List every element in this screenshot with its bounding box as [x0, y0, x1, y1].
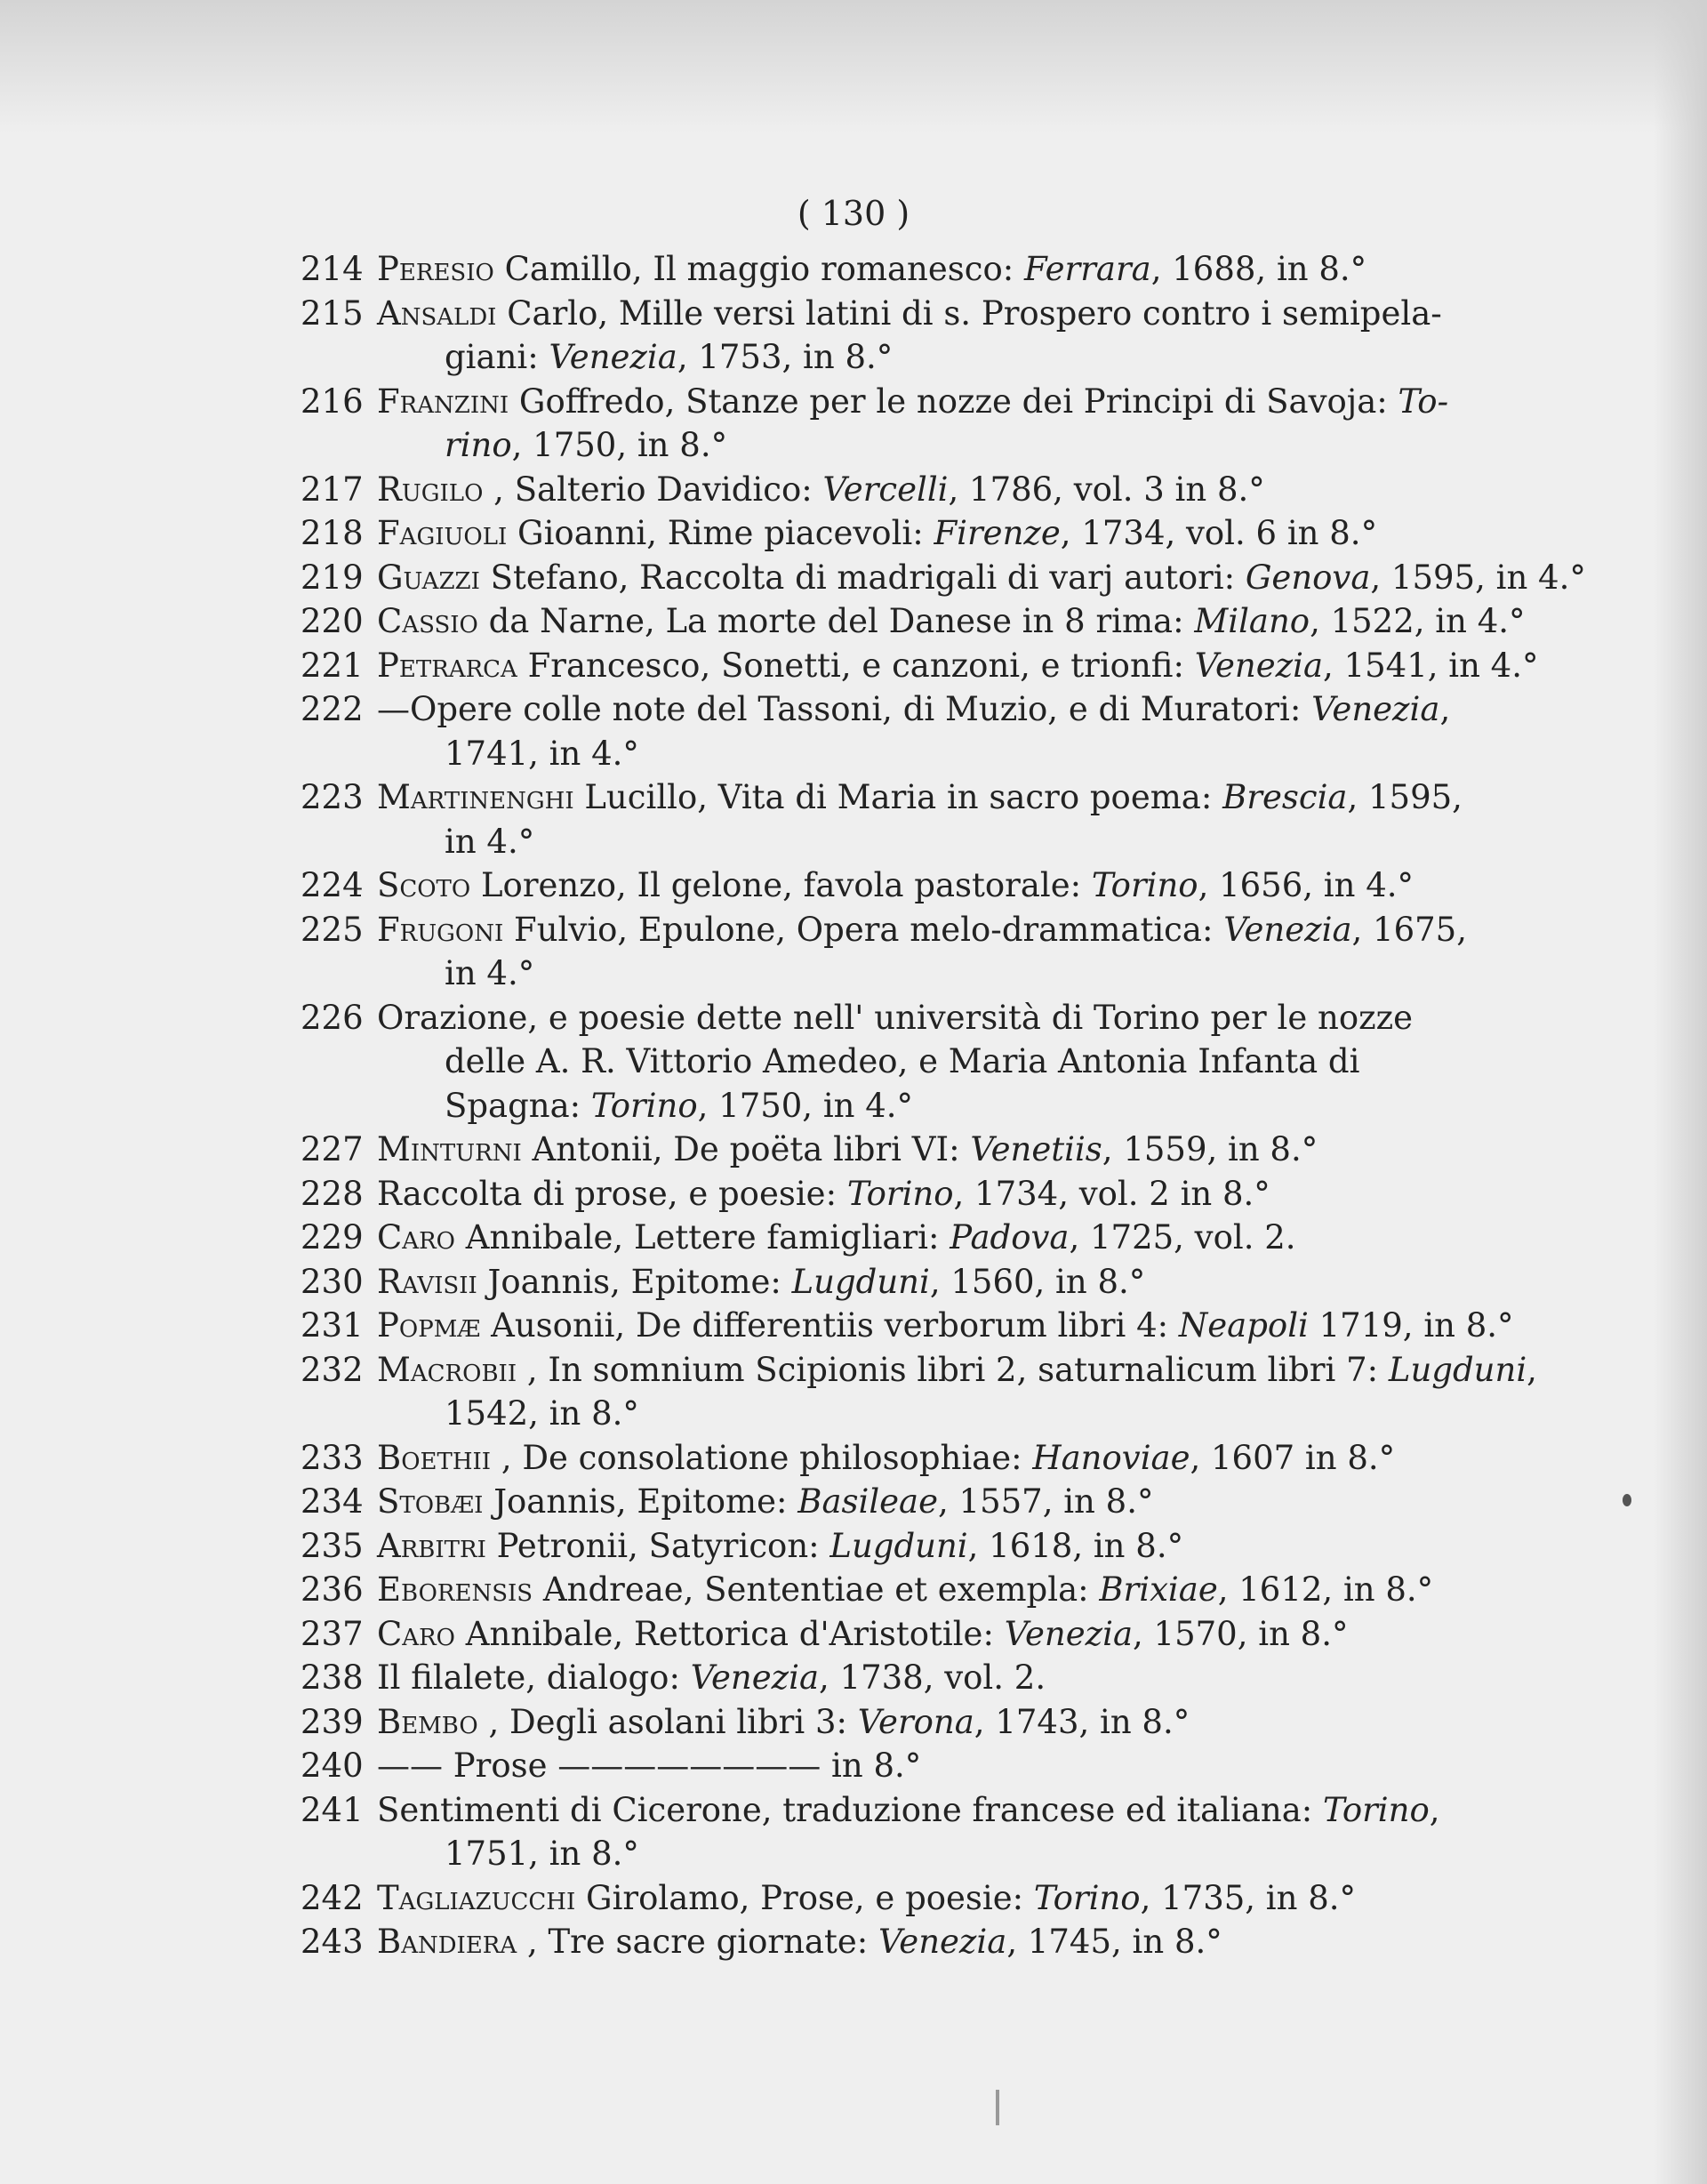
author-name: Cassio [377, 602, 478, 640]
entry-title: Joannis, Epitome: [493, 1482, 798, 1521]
publication-place: Torino [1091, 866, 1198, 904]
entry-text [377, 380, 1494, 424]
catalog-entry-continuation [0, 1832, 1707, 1876]
publication-place: Vercelli [822, 470, 949, 509]
catalog-entry [0, 1656, 1707, 1700]
entry-number: 238 [301, 1658, 364, 1697]
author-name: Martinenghi [377, 778, 574, 816]
publication-details: , 1559, in 8.° [1102, 1130, 1318, 1168]
entry-title: 1751, in 8.° [445, 1835, 639, 1873]
publication-details: , 1522, in 4.° [1310, 602, 1526, 640]
entry-title: Girolamo, Prose, e poesie: [586, 1878, 1034, 1917]
entry-text [445, 335, 1494, 380]
catalog-entry [0, 247, 1707, 292]
publication-details: , 1745, in 8.° [1006, 1923, 1222, 1961]
entry-title: —Opere colle note del Tassoni, di Muzio, e di Muratori: [377, 690, 1312, 728]
publication-details: , 1612, in 8.° [1217, 1570, 1434, 1609]
catalog-entry [0, 775, 1707, 820]
entry-text [445, 951, 1494, 996]
entry-number: 239 [301, 1702, 364, 1741]
publication-details: , 1656, in 4.° [1198, 866, 1414, 904]
entry-title: Francesco, Sonetti, e canzoni, e trionfi: [527, 646, 1195, 685]
entry-title: 1542, in 8.° [445, 1394, 639, 1433]
publication-details: , 1725, vol. 2. [1069, 1218, 1296, 1257]
author-name: Boethii [377, 1438, 492, 1477]
author-name: Bembo [377, 1702, 478, 1741]
catalog-entry [0, 1480, 1707, 1524]
publication-place: Basileae [797, 1482, 939, 1521]
entry-text [377, 511, 1494, 556]
entry-number: 219 [301, 558, 364, 597]
author-name: Macrobii [377, 1350, 517, 1389]
catalog-entry [0, 1876, 1707, 1921]
author-name: Popmæ [377, 1306, 481, 1345]
author-name: Eborensis [377, 1570, 533, 1609]
entry-number: 232 [301, 1350, 364, 1389]
catalog-entry-continuation [0, 423, 1707, 468]
catalog-entry [0, 556, 1707, 600]
author-name: Caro [377, 1614, 455, 1653]
publication-place: Milano [1194, 602, 1310, 640]
author-name: Ansaldi [377, 293, 497, 333]
entry-title: Goffredo, Stanze per le nozze dei Principi di Savoja: [518, 381, 1398, 421]
entry-text [377, 599, 1526, 644]
publication-place: Lugduni [1388, 1350, 1527, 1389]
publication-details: 1719, in 8.° [1308, 1306, 1514, 1345]
entry-title: da Narne, La morte del Danese in 8 rima: [488, 602, 1195, 640]
entry-title: Il filalete, dialogo: [377, 1658, 691, 1697]
catalog-entry [0, 1128, 1707, 1172]
catalog-entry [0, 687, 1707, 732]
entry-text [377, 644, 1539, 688]
entry-text [445, 1392, 1494, 1436]
entry-title: 1741, in 4.° [445, 734, 639, 773]
entry-text [377, 1700, 1494, 1745]
catalog-entry-continuation [0, 335, 1707, 380]
page-number: ( 130 ) [797, 194, 910, 233]
ink-spot [1623, 1494, 1631, 1506]
entry-text [445, 820, 1494, 864]
entry-text [377, 292, 1494, 336]
publication-place: Torino [590, 1086, 698, 1125]
ink-mark [996, 2090, 999, 2125]
entry-text [445, 1040, 1494, 1084]
entry-number: 223 [301, 778, 364, 816]
catalog-entries [0, 247, 1707, 1964]
entry-number: 218 [301, 514, 364, 552]
entry-title: Ausonii, De differentiis verborum libri 4: [491, 1306, 1179, 1345]
publication-place: Venezia [549, 338, 677, 376]
catalog-entry [0, 1920, 1707, 1964]
catalog-entry [0, 908, 1707, 952]
entry-number: 227 [301, 1130, 364, 1168]
entry-text [445, 423, 1494, 468]
entry-text [377, 1876, 1494, 1921]
entry-number: 243 [301, 1923, 364, 1961]
entry-text [445, 1832, 1494, 1876]
entry-title: Spagna: [445, 1086, 591, 1125]
author-name: Scoto [377, 866, 471, 904]
publication-place: Genova [1245, 558, 1371, 597]
publication-details: , 1570, in 8.° [1133, 1614, 1349, 1653]
publication-place: Brescia [1222, 778, 1348, 816]
entry-title: , Degli asolani libri 3: [488, 1702, 858, 1741]
entry-text [377, 1260, 1494, 1305]
entry-title: delle A. R. Vittorio Amedeo, e Maria Antonia Infanta di [445, 1042, 1360, 1080]
entry-text [377, 1304, 1514, 1348]
entry-text [377, 1920, 1494, 1964]
publication-details: , 1743, in 8.° [974, 1702, 1190, 1741]
entry-number: 241 [301, 1790, 364, 1829]
publication-place: Neapoli [1178, 1306, 1309, 1345]
publication-details: , 1688, in 8.° [1150, 250, 1367, 288]
entry-title: Raccolta di prose, e poesie: [377, 1174, 847, 1213]
entry-title: giani: [445, 338, 549, 376]
catalog-entry [0, 468, 1707, 512]
author-name: Ravisii [377, 1262, 477, 1301]
catalog-entry [0, 1304, 1707, 1348]
author-name: Guazzi [377, 558, 480, 597]
publication-details: , 1738, vol. 2. [819, 1658, 1046, 1697]
entry-title: Sentimenti di Cicerone, traduzione francese ed italiana: [377, 1790, 1324, 1829]
publication-details: , [1439, 690, 1451, 728]
publication-place: Brixiae [1099, 1570, 1218, 1609]
publication-details: , 1734, vol. 2 in 8.° [953, 1174, 1270, 1213]
publication-details: , 1753, in 8.° [677, 338, 894, 376]
entry-text [377, 775, 1494, 820]
publication-place: Firenze [934, 514, 1061, 552]
entry-text [377, 1656, 1494, 1700]
entry-number: 240 [301, 1746, 364, 1785]
entry-text [377, 1128, 1494, 1172]
publication-place: Venezia [1223, 910, 1352, 949]
catalog-entry [0, 1744, 1707, 1788]
entry-title: Lorenzo, Il gelone, favola pastorale: [480, 866, 1092, 904]
entry-text [445, 732, 1494, 776]
author-name: Tagliazucchi [377, 1878, 576, 1917]
entry-title: Annibale, Lettere famigliari: [465, 1218, 950, 1257]
catalog-entry [0, 292, 1707, 336]
publication-details: , 1750, in 8.° [511, 426, 728, 464]
entry-title: Annibale, Rettorica d'Aristotile: [465, 1614, 1005, 1653]
author-name: Minturni [377, 1130, 522, 1168]
publication-place: Venetiis [970, 1130, 1102, 1168]
publication-place: Venezia [878, 1923, 1007, 1961]
entry-title: Gioanni, Rime piacevoli: [517, 514, 934, 552]
entry-text [377, 1480, 1494, 1524]
entry-text [377, 996, 1494, 1040]
publication-place: Venezia [1194, 646, 1324, 685]
catalog-entry-continuation [0, 951, 1707, 996]
entry-text [377, 1216, 1494, 1260]
publication-place: rino [445, 426, 512, 464]
entry-text [445, 1084, 1494, 1128]
publication-details: , [1527, 1350, 1537, 1389]
entry-number: 236 [301, 1570, 364, 1609]
catalog-entry [0, 996, 1707, 1040]
entry-text [377, 1744, 1494, 1788]
catalog-entry [0, 1172, 1707, 1216]
publication-place: Torino [1323, 1790, 1430, 1829]
entry-title: Andreae, Sententiae et exempla: [542, 1570, 1100, 1609]
catalog-entry [0, 1788, 1707, 1833]
entry-text [377, 1568, 1494, 1612]
entry-title: Carlo, Mille versi latini di s. Prospero contro i semipela- [507, 293, 1442, 333]
author-name: Stobæi [377, 1482, 484, 1521]
entry-title: Orazione, e poesie dette nell' università di Torino per le nozze [377, 998, 1413, 1037]
author-name: Rugilo [377, 470, 484, 509]
entry-text [377, 247, 1494, 292]
entry-title: Joannis, Epitome: [487, 1262, 792, 1301]
publication-details: , 1541, in 4.° [1323, 646, 1539, 685]
entry-text [377, 1788, 1494, 1833]
catalog-entry [0, 1568, 1707, 1612]
catalog-entry [0, 1260, 1707, 1305]
entry-text [377, 1436, 1494, 1481]
publication-place: Lugduni [829, 1526, 968, 1565]
entry-number: 214 [301, 250, 364, 288]
entry-number: 234 [301, 1482, 364, 1521]
publication-details: , 1735, in 8.° [1140, 1878, 1357, 1917]
catalog-entry [0, 644, 1707, 688]
author-name: Peresio [377, 250, 494, 288]
publication-place: Torino [1033, 1878, 1141, 1917]
publication-details: , 1618, in 8.° [967, 1526, 1184, 1565]
entry-number: 242 [301, 1878, 364, 1917]
entry-text [377, 1172, 1494, 1216]
entry-number: 225 [301, 910, 364, 949]
publication-place: Padova [950, 1218, 1070, 1257]
entry-number: 216 [301, 381, 364, 421]
entry-number: 217 [301, 470, 364, 509]
author-name: Frugoni [377, 910, 504, 949]
entry-text [377, 863, 1494, 908]
entry-title: , De consolatione philosophiae: [501, 1438, 1033, 1477]
catalog-entry-continuation [0, 1084, 1707, 1128]
entry-number: 228 [301, 1174, 364, 1213]
publication-place: Venezia [1004, 1614, 1134, 1653]
entry-title: Fulvio, Epulone, Opera melo-drammatica: [514, 910, 1224, 949]
entry-number: 231 [301, 1306, 364, 1345]
entry-title: —— Prose ———————— in 8.° [377, 1746, 922, 1785]
entry-title: Petronii, Satyricon: [496, 1526, 830, 1565]
catalog-entry [0, 511, 1707, 556]
publication-details: , 1607 in 8.° [1190, 1438, 1396, 1477]
entry-title: , Tre sacre giornate: [526, 1923, 878, 1961]
publication-details: , 1595, [1347, 778, 1463, 816]
publication-details: , 1560, in 8.° [929, 1262, 1146, 1301]
entry-number: 226 [301, 998, 364, 1037]
entry-text [377, 1524, 1494, 1569]
publication-place: To- [1398, 381, 1449, 421]
publication-place: Lugduni [791, 1262, 930, 1301]
publication-place: Venezia [690, 1658, 820, 1697]
entry-number: 220 [301, 602, 364, 640]
catalog-entry [0, 863, 1707, 908]
entry-number: 215 [301, 293, 364, 333]
entry-number: 229 [301, 1218, 364, 1257]
entry-number: 224 [301, 866, 364, 904]
catalog-entry-continuation [0, 820, 1707, 864]
entry-title: in 4.° [445, 822, 535, 861]
entry-text [377, 1612, 1494, 1657]
entry-title: Camillo, Il maggio romanesco: [504, 250, 1024, 288]
catalog-entry [0, 1436, 1707, 1481]
catalog-entry [0, 1700, 1707, 1745]
publication-place: Venezia [1311, 690, 1440, 728]
entry-title: Lucillo, Vita di Maria in sacro poema: [584, 778, 1223, 816]
catalog-entry [0, 1216, 1707, 1260]
publication-details: , 1750, in 4.° [697, 1086, 914, 1125]
catalog-entry-continuation [0, 1040, 1707, 1084]
author-name: Petrarca [377, 646, 517, 685]
catalog-entry [0, 380, 1707, 424]
publication-place: Ferrara [1024, 250, 1151, 288]
publication-details: , 1557, in 8.° [938, 1482, 1154, 1521]
entry-number: 237 [301, 1614, 364, 1653]
publication-details: , 1786, vol. 3 in 8.° [948, 470, 1265, 509]
entry-text [377, 1348, 1537, 1393]
entry-title: , Salterio Davidico: [493, 470, 823, 509]
publication-details: , 1595, in 4.° [1370, 558, 1586, 597]
entry-text [377, 556, 1586, 600]
author-name: Franzini [377, 381, 509, 421]
entry-text [377, 468, 1494, 512]
entry-number: 221 [301, 646, 364, 685]
entry-number: 222 [301, 690, 364, 728]
author-name: Caro [377, 1218, 455, 1257]
publication-details: , 1675, [1351, 910, 1467, 949]
catalog-entry [0, 1524, 1707, 1569]
entry-text [377, 908, 1494, 952]
catalog-entry [0, 1612, 1707, 1657]
entry-number: 235 [301, 1526, 364, 1565]
catalog-entry [0, 1348, 1707, 1393]
publication-details: , 1734, vol. 6 in 8.° [1060, 514, 1378, 552]
catalog-entry-continuation [0, 1392, 1707, 1436]
catalog-entry [0, 599, 1707, 644]
entry-number: 233 [301, 1438, 364, 1477]
author-name: Fagiuoli [377, 514, 508, 552]
entry-title: Antonii, De poëta libri VI: [532, 1130, 971, 1168]
catalog-entry-continuation [0, 732, 1707, 776]
publication-details: , [1429, 1790, 1440, 1829]
entry-title: in 4.° [445, 954, 535, 992]
publication-place: Hanoviae [1032, 1438, 1190, 1477]
publication-place: Verona [857, 1702, 974, 1741]
entry-title: Stefano, Raccolta di madrigali di varj autori: [490, 558, 1246, 597]
entry-text [377, 687, 1494, 732]
entry-title: , In somnium Scipionis libri 2, saturnalicum libri 7: [526, 1350, 1389, 1389]
publication-place: Torino [846, 1174, 954, 1213]
entry-number: 230 [301, 1262, 364, 1301]
author-name: Arbitri [377, 1526, 486, 1565]
author-name: Bandiera [377, 1923, 517, 1961]
